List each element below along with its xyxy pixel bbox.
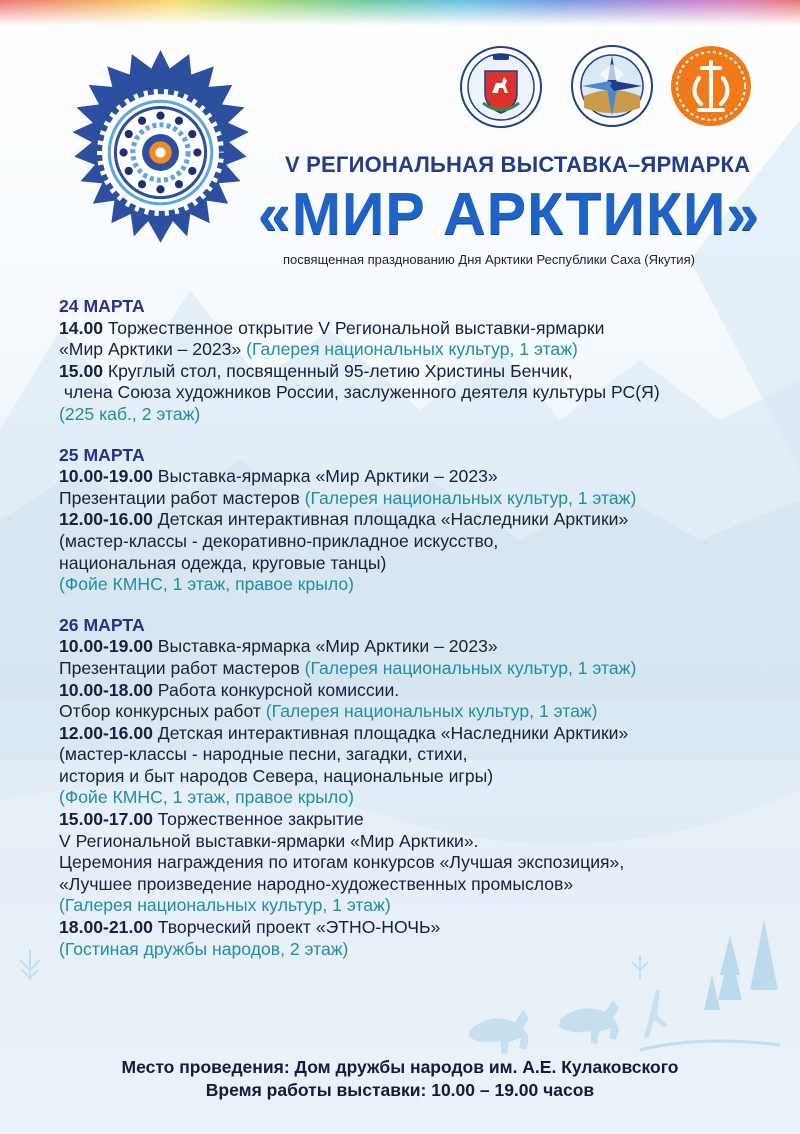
schedule-line bbox=[59, 553, 759, 575]
event-description: Творческий проект «ЭТНО-НОЧЬ» bbox=[152, 917, 441, 938]
event-location: (Гостиная дружбы народов, 2 этаж) bbox=[59, 938, 349, 959]
schedule-line bbox=[59, 895, 759, 917]
event-description: Презентации работ мастеров bbox=[59, 487, 305, 508]
event-subtitle: V РЕГИОНАЛЬНАЯ ВЫСТАВКА–ЯРМАРКА bbox=[285, 152, 751, 177]
event-description: «Мир Арктики – 2023» bbox=[59, 339, 247, 360]
event-description: Выставка-ярмарка «Мир Арктики – 2023» bbox=[152, 636, 498, 657]
ornament-star-icon bbox=[58, 50, 263, 255]
event-location: (Галерея национальных культур, 1 этаж) bbox=[246, 339, 578, 360]
day-date: 24 МАРТА bbox=[59, 296, 145, 316]
schedule-line bbox=[59, 339, 759, 361]
schedule bbox=[59, 296, 759, 979]
schedule-day bbox=[59, 445, 759, 596]
schedule-line bbox=[59, 723, 759, 745]
event-description: (мастер-классы - народные песни, загадки, стихи, bbox=[59, 744, 468, 765]
event-time: 18.00-21.00 bbox=[59, 917, 153, 938]
event-description: Круглый стол, посвященный 95-летию Христины Бенчик, bbox=[103, 360, 573, 381]
event-location: (Фойе КМНС, 1 этаж, правое крыло) bbox=[59, 574, 355, 595]
schedule-line bbox=[59, 466, 759, 488]
schedule-line bbox=[59, 574, 759, 596]
event-description: Торжественное закрытие bbox=[152, 809, 364, 830]
schedule-line bbox=[59, 874, 759, 896]
event-location: (Галерея национальных культур, 1 этаж) bbox=[265, 701, 598, 722]
schedule-line bbox=[59, 509, 759, 531]
event-location: (Галерея национальных культур, 1 этаж) bbox=[304, 487, 637, 508]
venue-info: Место проведения: Дом дружбы народов им. А.Е. Кулаковского bbox=[121, 1057, 679, 1077]
schedule-line bbox=[59, 636, 759, 658]
event-dedication: посвященная празднованию Дня Арктики Республики Саха (Якутия) bbox=[283, 252, 695, 267]
event-time: 14.00 bbox=[59, 317, 104, 338]
event-description: национальная одежда, круговые танцы) bbox=[59, 552, 387, 573]
arctic-compass-logo bbox=[570, 44, 654, 128]
schedule-line bbox=[59, 361, 759, 383]
event-time: 15.00-17.00 bbox=[59, 809, 153, 830]
event-description: (мастер-классы - декоративно-прикладное искусство, bbox=[59, 530, 499, 551]
orange-culture-logo bbox=[669, 44, 753, 128]
event-time: 10.00-18.00 bbox=[59, 679, 153, 700]
opening-hours: Время работы выставки: 10.00 – 19.00 часов bbox=[205, 1080, 595, 1100]
event-title: «МИР АРКТИКИ» bbox=[258, 181, 761, 247]
event-description: история и быт народов Севера, национальные игры) bbox=[59, 765, 494, 786]
event-time: 12.00-16.00 bbox=[59, 722, 153, 743]
day-date: 26 МАРТА bbox=[59, 614, 145, 635]
event-description: Детская интерактивная площадка «Наследники Арктики» bbox=[152, 509, 629, 530]
schedule-line bbox=[59, 680, 759, 702]
coat-of-arms-logo bbox=[459, 45, 543, 129]
schedule-line bbox=[59, 404, 759, 426]
schedule-line bbox=[59, 809, 759, 831]
schedule-line bbox=[59, 766, 759, 788]
event-location: (Галерея национальных культур, 1 этаж) bbox=[59, 895, 391, 916]
event-description: V Региональной выставки-ярмарки «Мир Арктики». bbox=[59, 830, 479, 851]
schedule-line bbox=[59, 787, 759, 809]
schedule-line bbox=[59, 531, 759, 553]
schedule-line bbox=[59, 701, 759, 723]
event-time: 10.00-19.00 bbox=[59, 636, 153, 657]
schedule-line bbox=[59, 917, 759, 939]
schedule-day bbox=[59, 615, 759, 961]
schedule-line bbox=[59, 658, 759, 680]
schedule-line bbox=[59, 852, 759, 874]
event-location: (225 каб., 2 этаж) bbox=[59, 403, 201, 424]
event-location: (Галерея национальных культур, 1 этаж) bbox=[304, 657, 637, 678]
event-description: Презентации работ мастеров bbox=[59, 657, 305, 678]
schedule-day bbox=[59, 296, 759, 426]
event-description: Работа конкурсной комиссии. bbox=[152, 679, 400, 700]
event-description: члена Союза художников России, заслуженного деятеля культуры РС(Я) bbox=[59, 382, 660, 403]
event-time: 15.00 bbox=[59, 360, 104, 381]
schedule-line bbox=[59, 831, 759, 853]
event-description: Торжественное открытие V Региональной выставки-ярмарки bbox=[103, 317, 605, 338]
schedule-line bbox=[59, 318, 759, 340]
event-description: Церемония награждения по итогам конкурсов «Лучшая экспозиция», bbox=[59, 852, 625, 873]
event-location: (Фойе КМНС, 1 этаж, правое крыло) bbox=[59, 787, 355, 808]
event-description: Детская интерактивная площадка «Наследники Арктики» bbox=[152, 722, 629, 743]
event-description: Отбор конкурсных работ bbox=[59, 701, 266, 722]
schedule-line bbox=[59, 382, 759, 404]
event-time: 10.00-19.00 bbox=[59, 466, 153, 487]
schedule-line bbox=[59, 939, 759, 961]
event-description: Выставка-ярмарка «Мир Арктики – 2023» bbox=[152, 466, 498, 487]
event-time: 12.00-16.00 bbox=[59, 509, 153, 530]
schedule-line bbox=[59, 744, 759, 766]
day-date: 25 МАРТА bbox=[59, 444, 145, 465]
schedule-line bbox=[59, 488, 759, 510]
event-description: «Лучшее произведение народно-художественных промыслов» bbox=[59, 873, 574, 894]
